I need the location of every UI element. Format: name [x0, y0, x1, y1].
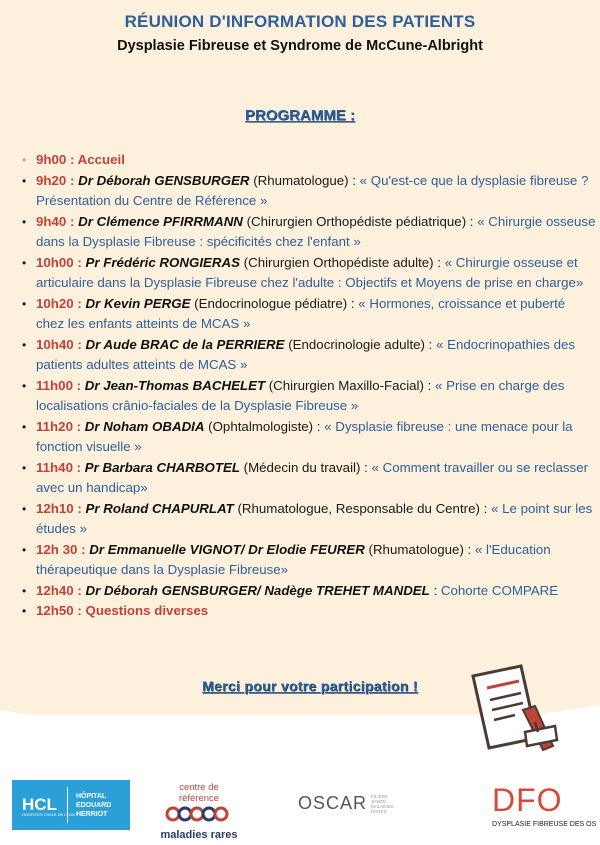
list-item — [20, 601, 596, 622]
document-signing-icon — [465, 660, 565, 760]
item-talk: « l'Education thérapeutique dans la Dysplasie Fibreuse» — [36, 541, 551, 577]
bullet-icon: • — [22, 337, 27, 352]
item-time: 12h 30 : — [36, 541, 86, 557]
bullet-icon: • — [22, 583, 27, 598]
item-talk: Cohorte COMPARE — [437, 582, 559, 598]
item-role: (Endocrinologie adulte) : — [284, 336, 433, 352]
hcl-line: HÔPITAL — [75, 792, 107, 800]
programme-list — [20, 150, 596, 622]
item-talk: « Hormones, croissance et puberté chez les enfants atteints de MCAS » — [36, 295, 566, 331]
item-time: 10h20 : — [36, 295, 82, 311]
oscar-logo-text: OSCAR — [298, 793, 368, 813]
centre-reference-logo — [160, 782, 238, 841]
item-talk: « Le point sur les études » — [36, 500, 593, 536]
bullet-icon: • — [22, 542, 27, 557]
item-role: (Rhumatologue) : — [364, 541, 472, 557]
bullet-icon: • — [22, 604, 27, 618]
item-time: 10h00 : — [36, 254, 82, 270]
item-role: (Chirurgien Orthopédiste adulte) : — [239, 254, 441, 270]
dfo-logo-subtext: DYSPLASIE FIBREUSE DES OS — [492, 821, 597, 828]
item-speaker: Dr Aude BRAC de la PERRIERE — [81, 336, 285, 352]
item-role: (Médecin du travail) : — [239, 459, 368, 475]
item-time: 12h50 : Questions diverses — [36, 603, 209, 618]
list-item — [20, 150, 596, 171]
hcl-line: HERRIOT — [75, 810, 108, 818]
item-role: : — [429, 582, 438, 598]
list-item — [20, 376, 596, 417]
item-role: (Chirurgien Maxillo-Facial) : — [265, 377, 432, 393]
list-item — [20, 171, 596, 212]
item-role: (Rhumatologue) : — [249, 172, 356, 188]
item-time: 9h00 : — [36, 152, 75, 167]
item-time: 12h10 : — [36, 500, 82, 516]
item-time: 11h00 : — [36, 377, 82, 393]
bullet-icon: • — [22, 296, 27, 311]
cref-top-text: centre de référence — [178, 782, 220, 804]
item-speaker: Dr Kevin PERGE — [81, 295, 191, 311]
chain-links-icon — [163, 804, 235, 824]
item-role: (Ophtalmologiste) : — [204, 418, 321, 434]
oscar-logo-subtext — [371, 794, 394, 814]
bullet-icon: • — [22, 419, 27, 434]
item-time: 10h40 : — [36, 336, 82, 352]
header — [0, 12, 600, 54]
list-item — [20, 458, 596, 499]
hcl-logo — [12, 780, 130, 830]
page-title: RÉUNION D'INFORMATION DES PATIENTS — [124, 12, 476, 31]
hcl-line: EDOUARD — [75, 801, 112, 809]
item-talk: « Prise en charge des localisations crânio-faciales de la Dysplasie Fibreuse » — [36, 377, 565, 413]
hcl-logo-text: HCL — [22, 795, 57, 814]
dfo-logo — [492, 782, 600, 828]
list-item — [20, 581, 596, 602]
item-time: 12h40 : — [36, 582, 82, 598]
oscar-line: RARES — [371, 808, 387, 814]
list-item — [20, 499, 596, 540]
bullet-icon: • — [22, 460, 27, 475]
item-time: 9h20 : — [36, 172, 75, 188]
bullet-icon: • — [22, 173, 27, 188]
list-item — [20, 540, 596, 581]
item-speaker: Pr Frédéric RONGIERAS — [81, 254, 240, 270]
item-speaker: Dr Emmanuelle VIGNOT/ Dr Elodie FEURER — [85, 541, 365, 557]
item-speaker: Pr Barbara CHARBOTEL — [81, 459, 240, 475]
oscar-line: SANTÉ — [371, 798, 387, 804]
item-speaker: Pr Roland CHAPURLAT — [81, 500, 234, 516]
item-talk: « Dysplasie fibreuse : une menace pour la fonction visuelle » — [36, 418, 573, 454]
list-item — [20, 253, 596, 294]
page-subtitle: Dysplasie Fibreuse et Syndrome de McCune-Albright — [117, 38, 483, 54]
thanks-message: Merci pour votre participation ! — [202, 678, 418, 694]
hcl-divider — [67, 787, 68, 823]
bullet-icon: • — [22, 214, 27, 229]
item-speaker: Dr Déborah GENSBURGER/ Nadège TREHET MANDEL — [81, 582, 430, 598]
cref-bottom-text: maladies rares — [160, 829, 238, 841]
oscar-line: FILIÈRE — [371, 793, 389, 799]
list-item — [20, 212, 596, 253]
bullet-icon: • — [22, 378, 27, 393]
item-time: 11h20 : — [36, 418, 82, 434]
item-time: 11h40 : — [36, 459, 82, 475]
item-talk: « Endocrinopathies des patients adultes atteints de MCAS » — [36, 336, 576, 372]
item-talk: « Chirurgie osseuse dans la Dysplasie Fibreuse : spécificités chez l'enfant » — [36, 213, 596, 249]
oscar-logo — [298, 793, 394, 814]
item-speaker: Dr Jean-Thomas BACHELET — [81, 377, 266, 393]
item-talk: « Comment travailler ou se reclasser avec un handicap» — [36, 459, 589, 495]
item-speaker: Dr Noham OBADIA — [81, 418, 205, 434]
dfo-logo-text: DFO — [492, 782, 563, 818]
item-time: 9h40 : — [36, 213, 75, 229]
oscar-line: MALADIES — [371, 803, 394, 809]
item-role: (Endocrinologue pédiatre) : — [190, 295, 355, 311]
item-role: (Rhumatologue, Responsable du Centre) : — [233, 500, 488, 516]
hcl-logo-subtext: HOSPICES CIVILS DE LYON — [22, 812, 75, 817]
list-item — [20, 335, 596, 376]
item-talk: « Qu'est-ce que la dysplasie fibreuse ? Présentation du Centre de Référence » — [36, 172, 589, 208]
item-talk: « Chirurgie osseuse et articulaire dans la Dysplasie Fibreuse chez l'adulte : Objectifs et Moyens de prise en charge» — [36, 254, 584, 290]
hcl-hospital-name — [76, 792, 111, 819]
item-role: (Chirurgien Orthopédiste pédiatrique) : — [242, 213, 474, 229]
bullet-icon: • — [22, 153, 27, 167]
programme-heading: PROGRAMME : — [245, 107, 355, 124]
item-speaker: Dr Déborah GENSBURGER — [74, 172, 250, 188]
list-item — [20, 294, 596, 335]
bullet-icon: • — [22, 501, 27, 516]
item-text: Accueil — [74, 152, 125, 167]
item-speaker: Dr Clémence PFIRRMANN — [74, 213, 243, 229]
list-item — [20, 417, 596, 458]
bullet-icon: • — [22, 255, 27, 270]
